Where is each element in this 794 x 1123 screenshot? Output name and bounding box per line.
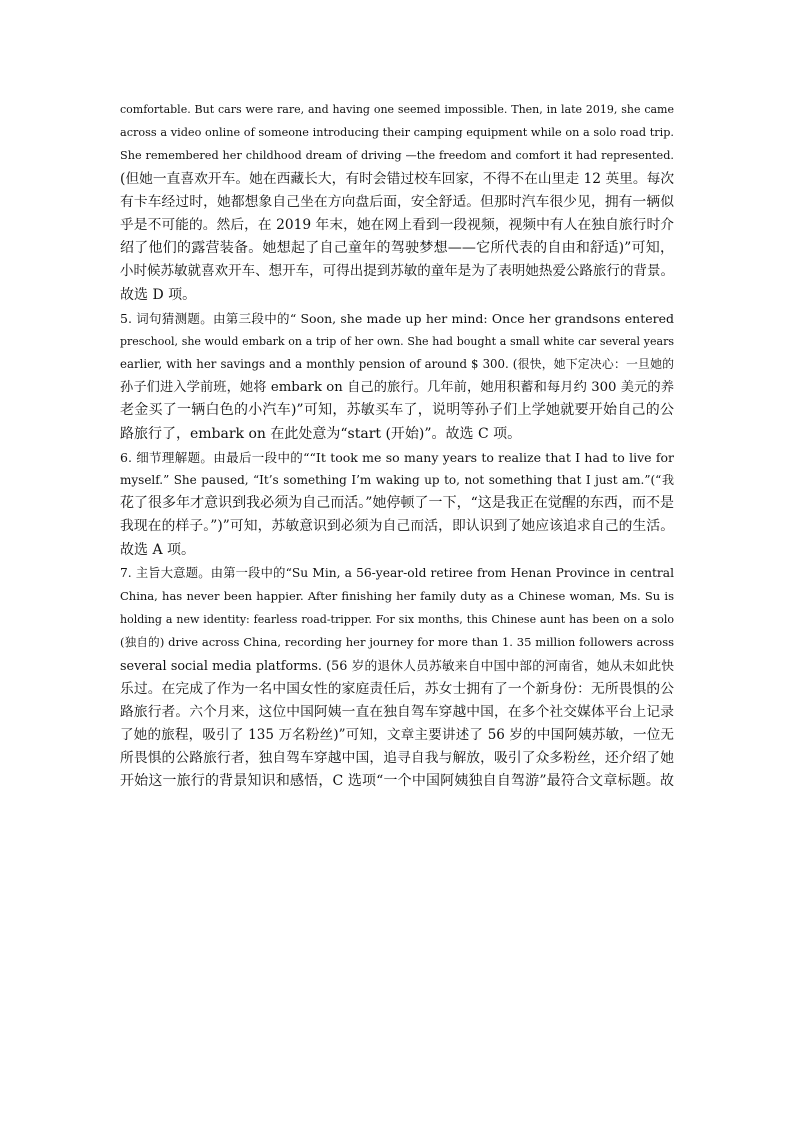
text-line: 路旅行了，embark on 在此处意为“start (开始)”。故选 C 项。 xyxy=(120,425,522,442)
text-line: 6. 细节理解题。由最后一段中的““It took me so many years to realize that I had to live for xyxy=(120,449,674,465)
text-line: She remembered her childhood dream of driving —the freedom and comfort it had represented. xyxy=(120,149,674,163)
answer-explanation-text xyxy=(120,98,674,794)
text-line: 小时候苏敏就喜欢开车、想开车，可得出提到苏敏的童年是为了表明她热爱公路旅行的背景。 xyxy=(120,263,674,280)
text-line: 我现在的样子。”)”可知，苏敏意识到必须为自己而活，即认识到了她应该追求自己的生活。 xyxy=(120,518,674,535)
text-line: 所畏惧的公路旅行者，独自驾车穿越中国，追寻自我与解放，吸引了众多粉丝，还介绍了她 xyxy=(120,750,674,767)
paragraph-q4-continued xyxy=(120,98,674,307)
text-line: 路旅行者。六个月来，这位中国阿姨一直在独自驾车穿越中国，在多个社交媒体平台上记录 xyxy=(120,703,674,720)
text-line: earlier, with her savings and a monthly pension of around $ 300. (很快，她下定决心：一旦她的 xyxy=(120,357,674,372)
paragraph-q5 xyxy=(120,307,674,446)
text-line: across a video online of someone introducing their camping equipment while on a solo road trip. xyxy=(120,126,674,140)
text-line: preschool, she would embark on a trip of her own. She had bought a small white car several years xyxy=(120,334,674,348)
paragraph-q7 xyxy=(120,562,674,794)
text-line: 老金买了一辆白色的小汽车)”可知，苏敏买车了，说明等孙子们上学她就要开始自己的公 xyxy=(120,402,674,419)
text-line: (但她一直喜欢开车。她在西藏长大，有时会错过校车回家，不得不在山里走 12 英里。每次 xyxy=(120,170,674,187)
text-line: China, has never been happier. After finishing her family duty as a Chinese woman, Ms. Su is xyxy=(120,588,674,603)
text-line: comfortable. But cars were rare, and having one seemed impossible. Then, in late 2019, she came xyxy=(120,103,674,116)
text-line: 有卡车经过时，她都想象自己坐在方向盘后面，安全舒适。但那时汽车很少见，拥有一辆似 xyxy=(120,193,674,210)
text-line: 故选 D 项。 xyxy=(120,286,197,303)
text-line: 乐过。在完成了作为一名中国女性的家庭责任后，苏女士拥有了一个新身份：无所畏惧的公 xyxy=(120,680,674,697)
paragraph-q6 xyxy=(120,446,674,562)
text-line: holding a new identity: fearless road-tripper. For six months, this Chinese aunt has been on a solo xyxy=(120,613,674,627)
text-line: 开始这一旅行的背景知识和感悟，C 选项“一个中国阿姨独自自驾游”最符合文章标题。故 xyxy=(120,773,674,790)
text-line: 花了很多年才意识到我必须为自己而活。”她停顿了一下，“这是我正在觉醒的东西，而不是 xyxy=(120,495,674,512)
text-line: 5. 词句猜测题。由第三段中的“ Soon, she made up her mind: Once her grandsons entered xyxy=(120,310,674,326)
text-line: 绍了他们的露营装备。她想起了自己童年的驾驶梦想——它所代表的自由和舒适)”可知， xyxy=(120,240,674,257)
text-line: several social media platforms. (56 岁的退休人员苏敏来自中国中部的河南省，她从未如此快 xyxy=(120,658,674,674)
text-line: 了她的旅程，吸引了 135 万名粉丝)”可知，文章主要讲述了 56 岁的中国阿姨苏敏，一位无 xyxy=(120,727,674,744)
text-line: 7. 主旨大意题。由第一段中的“Su Min, a 56-year-old retiree from Henan Province in central xyxy=(120,565,674,580)
text-line: myself.” She paused, “It’s something I’m waking up to, not something that I just am.”(“我 xyxy=(120,473,674,487)
text-line: 故选 A 项。 xyxy=(120,541,196,558)
text-line: 乎是不可能的。然后，在 2019 年末，她在网上看到一段视频，视频中有人在独自旅行时介 xyxy=(120,216,674,233)
text-line: 孙子们进入学前班，她将 embark on 自己的旅行。几年前，她用积蓄和每月约 300 美元的养 xyxy=(120,380,674,396)
text-line: (独自的) drive across China, recording her journey for more than 1. 35 million followers across xyxy=(120,635,674,650)
